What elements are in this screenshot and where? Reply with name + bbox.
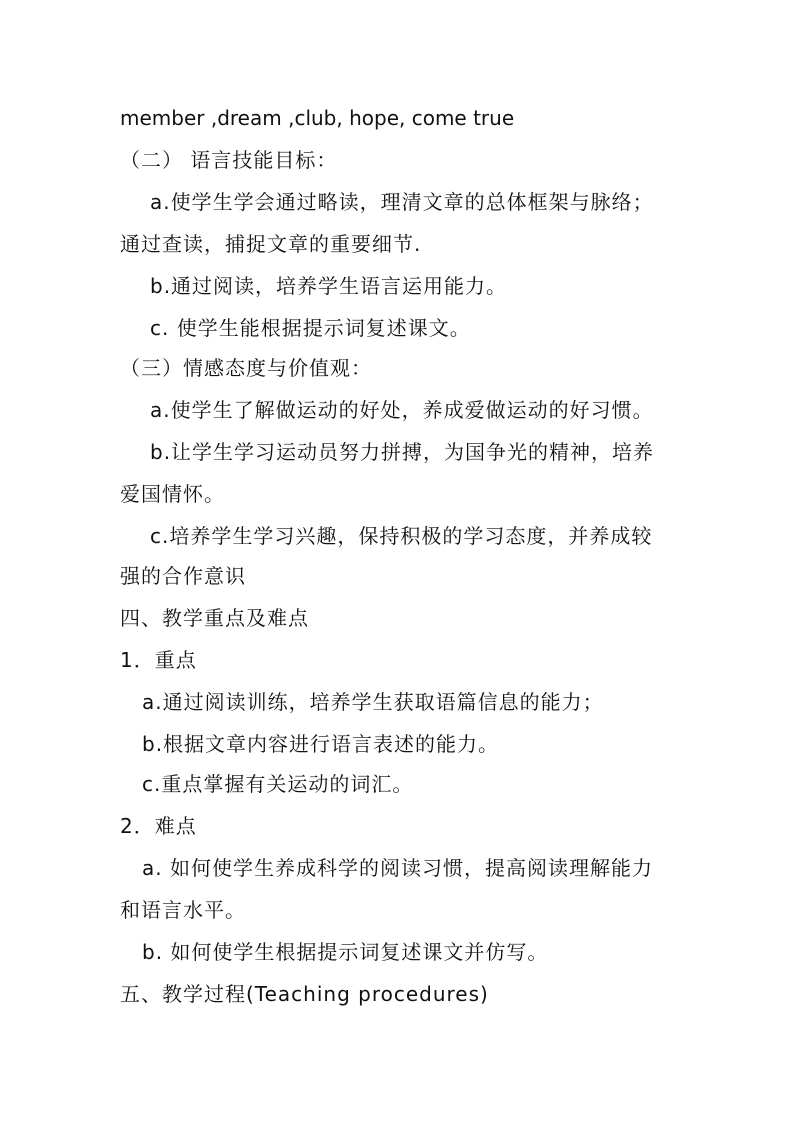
paragraph-line: c.培养学生学习兴趣，保持积极的学习态度，并养成较: [150, 524, 653, 548]
paragraph-line: a.使学生了解做运动的好处，养成爱做运动的好习惯。: [150, 398, 654, 422]
paragraph-line: c. 使学生能根据提示词复述课文。: [150, 316, 471, 340]
section-heading-attitudes: （三）情感态度与价值观：: [120, 356, 372, 380]
section-heading-key-points: 四、教学重点及难点: [120, 606, 309, 630]
paragraph-line: 强的合作意识: [120, 564, 246, 588]
paragraph-line: a.使学生学会通过略读，理清文章的总体框架与脉络；: [150, 190, 654, 214]
paragraph-line: 通过查读，捕捉文章的重要细节.: [120, 232, 422, 256]
paragraph-line: b.根据文章内容进行语言表述的能力。: [142, 732, 500, 756]
paragraph-line: a. 如何使学生养成科学的阅读习惯，提高阅读理解能力: [142, 856, 653, 880]
vocabulary-line: member ,dream ,club, hope, come true: [120, 106, 515, 130]
section-heading-teaching-procedures: 五、教学过程(Teaching procedures): [120, 982, 489, 1006]
paragraph-line: b.通过阅读，培养学生语言运用能力。: [150, 274, 508, 298]
paragraph-line: 爱国情怀。: [120, 482, 225, 506]
subheading-key: 1．重点: [120, 648, 197, 672]
paragraph-line: c.重点掌握有关运动的词汇。: [142, 772, 414, 796]
subheading-difficult: 2．难点: [120, 814, 197, 838]
paragraph-line: a.通过阅读训练，培养学生获取语篇信息的能力；: [142, 690, 604, 714]
paragraph-line: b. 如何使学生根据提示词复述课文并仿写。: [142, 940, 549, 964]
paragraph-line: b.让学生学习运动员努力拼搏，为国争光的精神，培养: [150, 440, 655, 464]
paragraph-line: 和语言水平。: [120, 898, 246, 922]
section-heading-language-skills: （二） 语言技能目标：: [120, 148, 338, 172]
